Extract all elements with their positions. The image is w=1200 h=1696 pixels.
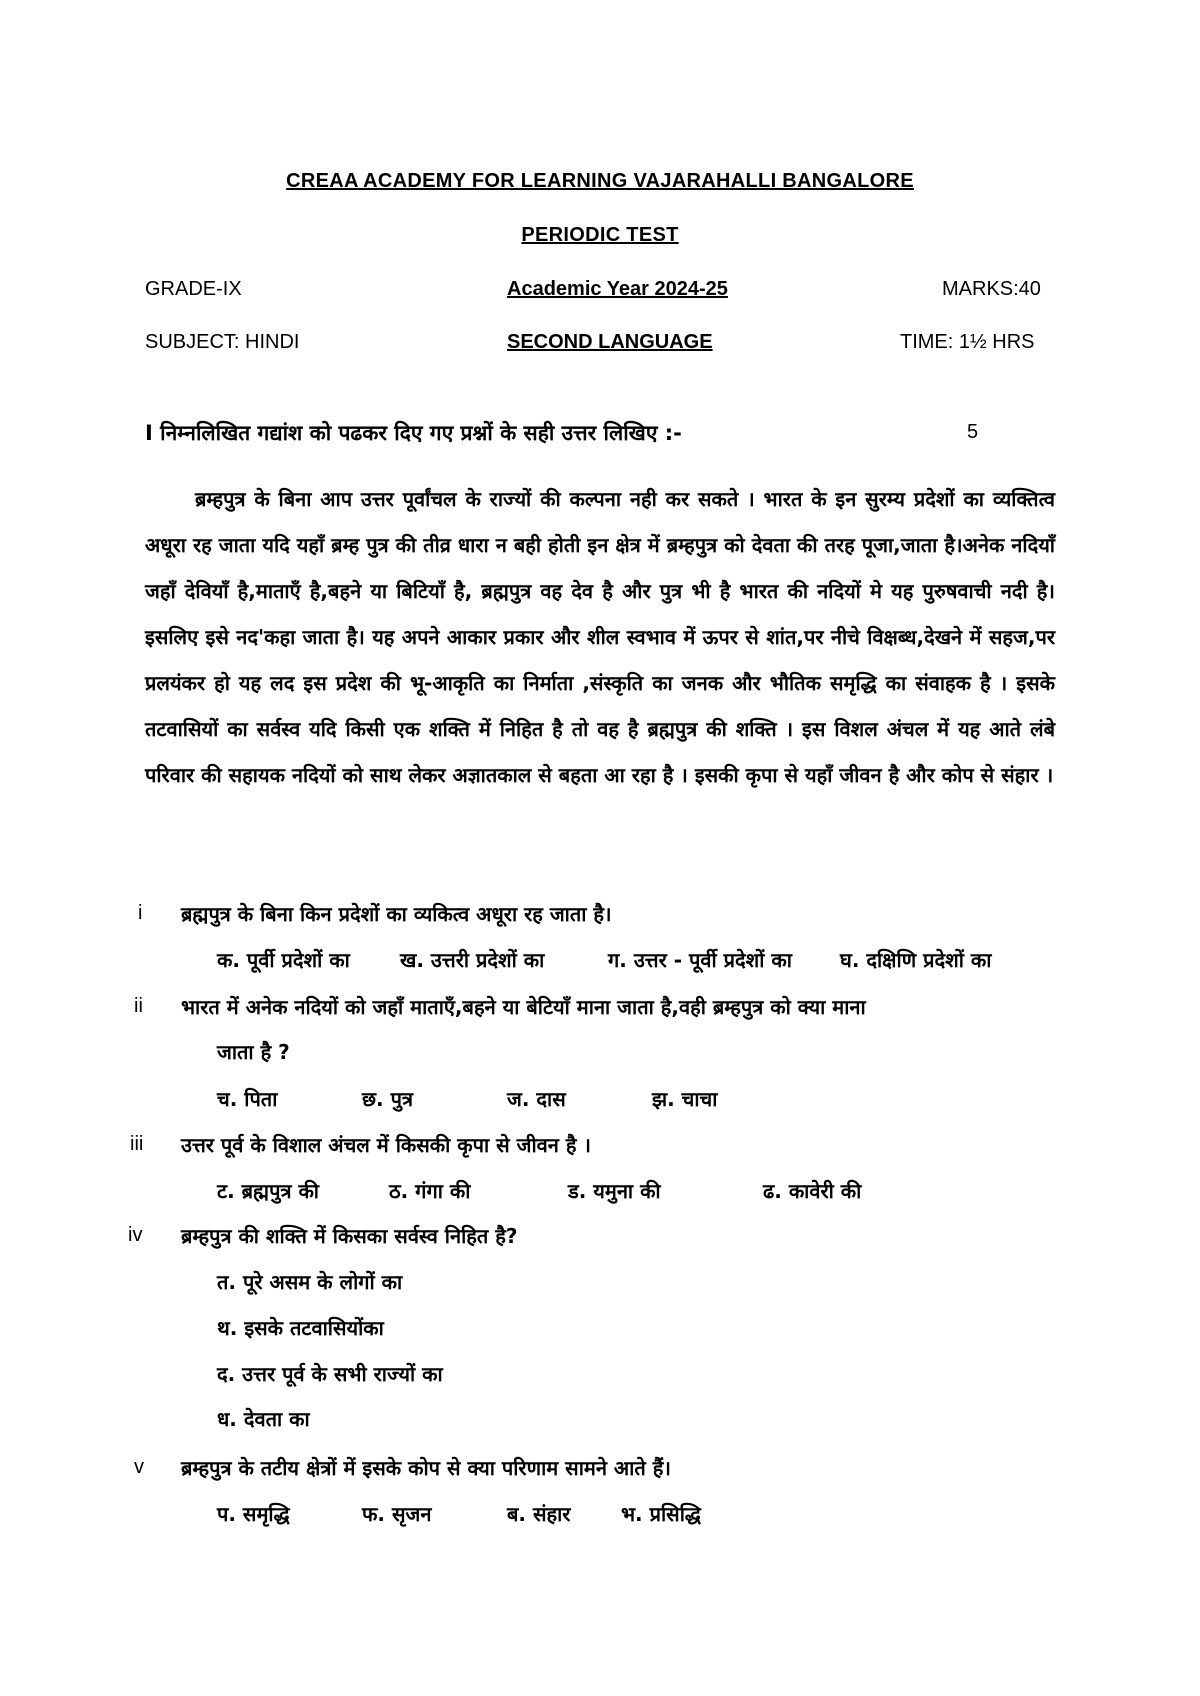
option: द. उत्तर पूर्व के सभी राज्यों का xyxy=(217,1362,443,1386)
reading-passage xyxy=(145,476,1055,798)
question-number: v xyxy=(134,1456,144,1478)
question-number: iv xyxy=(128,1224,143,1246)
option: ट. ब्रह्मपुत्र की xyxy=(217,1179,319,1203)
question-text: भारत में अनेक नदियों को जहाँ माताएँ,बहने या बेटियाँ माना जाता है,वही ब्रम्हपुत्र को क्या माना xyxy=(181,995,866,1019)
option: ख. उत्तरी प्रदेशों का xyxy=(400,948,545,972)
subject-label: SUBJECT: HINDI xyxy=(145,331,300,353)
option: छ. पुत्र xyxy=(362,1087,413,1111)
option: च. पिता xyxy=(217,1087,278,1111)
time-label: TIME: 1½ HRS xyxy=(900,331,1035,353)
question-text-continued: जाता है ? xyxy=(217,1040,290,1064)
marks-label: MARKS:40 xyxy=(942,278,1041,300)
language-label: SECOND LANGUAGE xyxy=(507,331,713,353)
option: ठ. गंगा की xyxy=(389,1179,471,1203)
section-marks: 5 xyxy=(967,421,979,443)
passage-text: ब्रम्हपुत्र के बिना आप उत्तर पूर्वांचल के राज्यों की कल्पना नही कर सकते । भारत के इन सुरम्य प्रदेशों का व्यक्तित्व अधूरा रह जाता यदि यहाँ ब्रम्ह पुत्र की तीव्र धारा न बही होती इन क्षेत्र में ब्रम्हपुत्र को देवता की तरह पूजा,जाता है।अनेक नदियाँ जहाँ देवियाँ है,माताएँ है,बहने या बिटियाँ है, ब्रह्मपुत्र वह देव है और पुत्र भी है भारत की नदियों मे यह पुरुषवाची नदी है। इसलिए इसे नद'कहा जाता है। यह अपने आकार प्रकार और शील स्वभाव में ऊपर से शांत,पर नीचे विक्षब्ध,देखने में सहज,पर प्रलयंकर हो यह लद इस प्रदेश की भू-आकृति का निर्माता ,संस्कृति का जनक और भौतिक समृद्धि का संवाहक है । इसके तटवासियों का सर्वस्व यदि किसी एक शक्ति में निहित है तो वह है ब्रह्मपुत्र की शक्ति । इस विशल अंचल में यह आते लंबे परिवार की सहायक नदियों को साथ लेकर अज्ञातकाल से बहता आ रहा है । इसकी कृपा से यहाँ जीवन है और कोप से संहार । xyxy=(145,487,1055,787)
option: फ. सृजन xyxy=(362,1502,432,1526)
academic-year: Academic Year 2024-25 xyxy=(507,278,728,300)
question-text: उत्तर पूर्व के विशाल अंचल में किसकी कृपा से जीवन है । xyxy=(181,1133,591,1157)
option: ड. यमुना की xyxy=(568,1179,661,1203)
option: भ. प्रसिद्धि xyxy=(621,1502,701,1526)
test-title: PERIODIC TEST xyxy=(521,224,679,246)
school-title: CREAA ACADEMY FOR LEARNING VAJARAHALLI BANGALORE xyxy=(286,170,914,192)
question-text: ब्रम्हपुत्र की शक्ति में किसका सर्वस्व निहित है? xyxy=(181,1224,518,1248)
option: त. पूरे असम के लोगों का xyxy=(217,1270,403,1294)
option: ग. उत्तर - पूर्वी प्रदेशों का xyxy=(608,948,792,972)
option: ढ. कावेरी की xyxy=(763,1179,862,1203)
option: ब. संहार xyxy=(507,1502,571,1526)
question-number: iii xyxy=(130,1133,144,1155)
grade-label: GRADE-IX xyxy=(145,278,242,300)
question-text: ब्रह्मपुत्र के बिना किन प्रदेशों का व्यकित्व अधूरा रह जाता है। xyxy=(181,902,612,926)
question-number: i xyxy=(138,902,143,924)
option: थ. इसके तटवासियोंका xyxy=(217,1316,384,1340)
question-text: ब्रम्हपुत्र के तटीय क्षेत्रों में इसके कोप से क्या परिणाम सामने आते हैं। xyxy=(181,1456,671,1480)
question-number: ii xyxy=(134,995,143,1017)
option: प. समृद्धि xyxy=(217,1502,290,1526)
option: ज. दास xyxy=(507,1087,566,1111)
option: घ. दक्षिणि प्रदेशों का xyxy=(840,948,992,972)
option: ध. देवता का xyxy=(217,1407,310,1431)
option: क. पूर्वी प्रदेशों का xyxy=(217,948,350,972)
option: झ. चाचा xyxy=(652,1087,718,1111)
section-instruction: I निम्नलिखित गद्यांश को पढकर दिए गए प्रश्नों के सही उत्तर लिखिए :- xyxy=(145,421,682,445)
